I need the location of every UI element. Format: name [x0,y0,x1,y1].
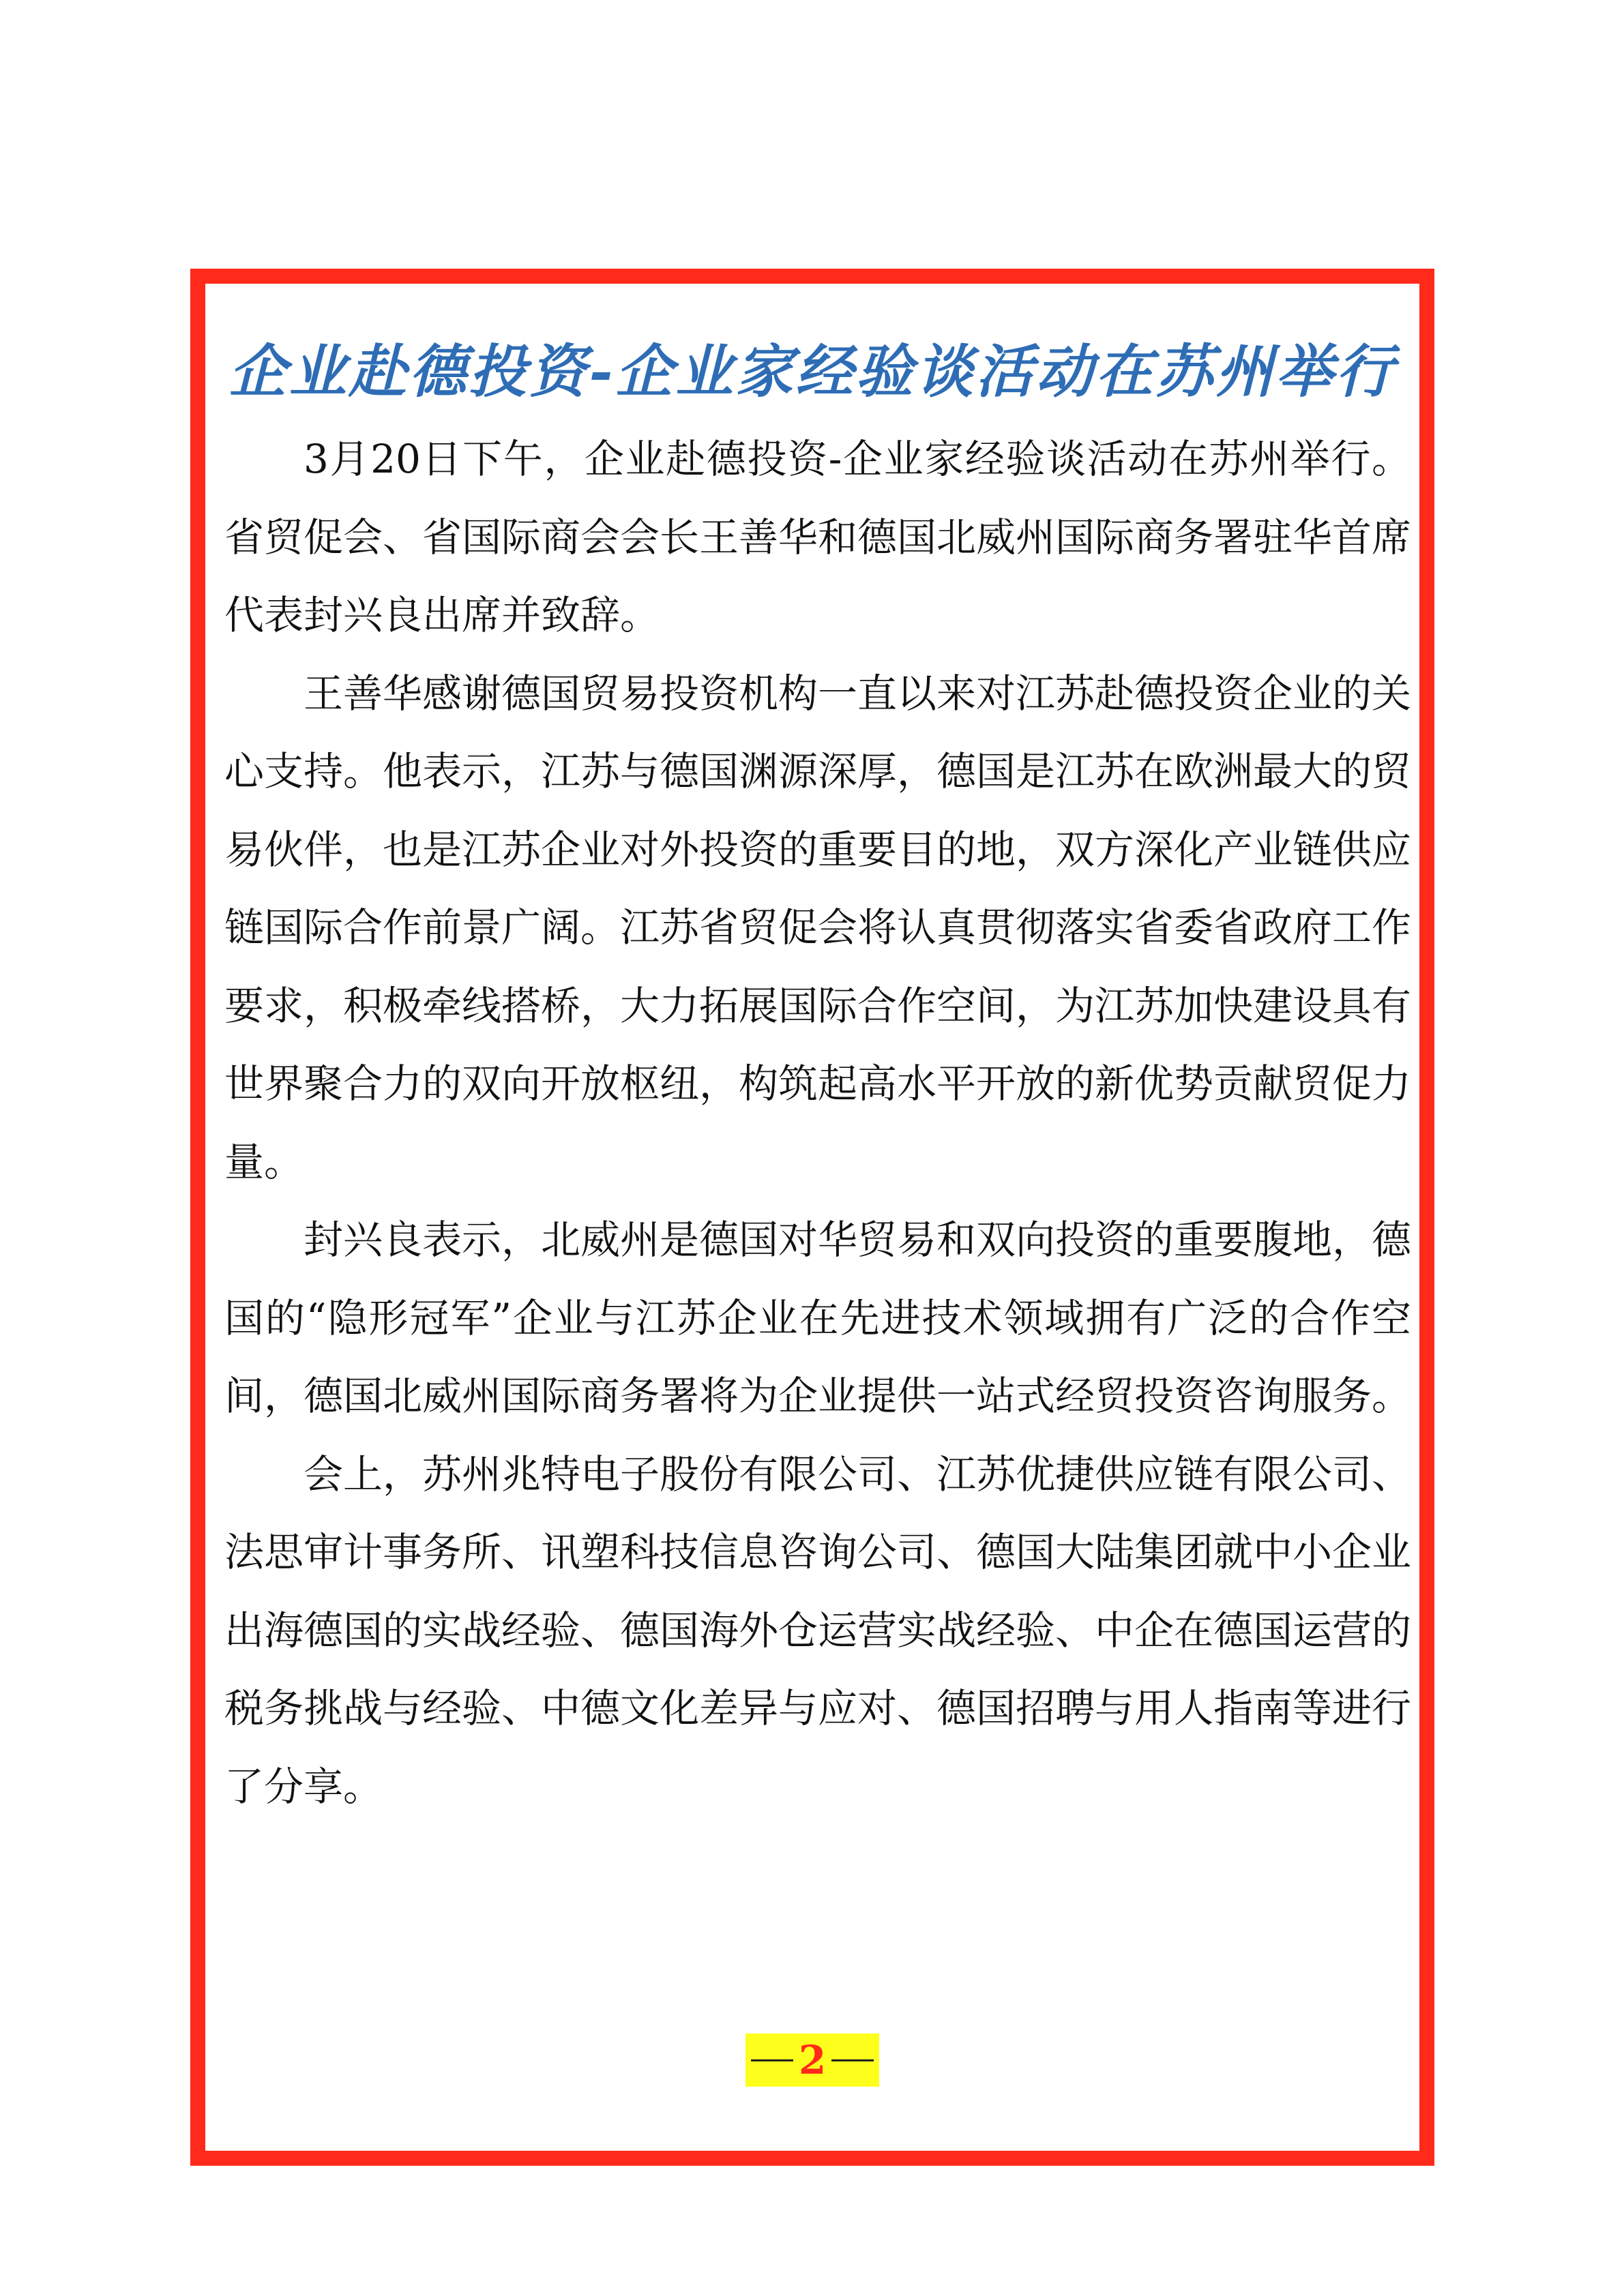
paragraph-2: 王善华感谢德国贸易投资机构一直以来对江苏赴德投资企业的关心支持。他表示，江苏与德国渊源深厚，德国是江苏在欧洲最大的贸易伙伴，也是江苏企业对外投资的重要目的地，双方深化产业链供应链国际合作前景广阔。江苏省贸促会将认真贯彻落实省委省政府工作要求，积极牵线搭桥，大力拓展国际合作空间，为江苏加快建设具有世界聚合力的双向开放枢纽，构筑起高水平开放的新优势贡献贸促力量。 [224,670,1412,1185]
page-frame [190,269,1434,2166]
article-title: 企业赴德投资-企业家经验谈活动在苏州举行 [228,338,1396,405]
page-number-left-dash [751,2059,793,2061]
page-number: 2 [798,2037,827,2083]
paragraph-3: 封兴良表示，北威州是德国对华贸易和双向投资的重要腹地，德国的“隐形冠军”企业与江苏企业在先进技术领域拥有广泛的合作空间，德国北威州国际商务署将为企业提供一站式经贸投资咨询服务。 [224,1217,1412,1419]
article-body [224,420,1411,1825]
page-number-badge [745,2033,879,2087]
page-number-right-dash [831,2059,874,2061]
paragraph-4: 会上，苏州兆特电子股份有限公司、江苏优捷供应链有限公司、法思审计事务所、讯塑科技信息咨询公司、德国大陆集团就中小企业出海德国的实战经验、德国海外仓运营实战经验、中企在德国运营的税务挑战与经验、中德文化差异与应对、德国招聘与用人指南等进行了分享。 [224,1450,1412,1810]
paragraph-1: 3月20日下午，企业赴德投资-企业家经验谈活动在苏州举行。省贸促会、省国际商会会长王善华和德国北威州国际商务署驻华首席代表封兴良出席并致辞。 [224,436,1412,638]
